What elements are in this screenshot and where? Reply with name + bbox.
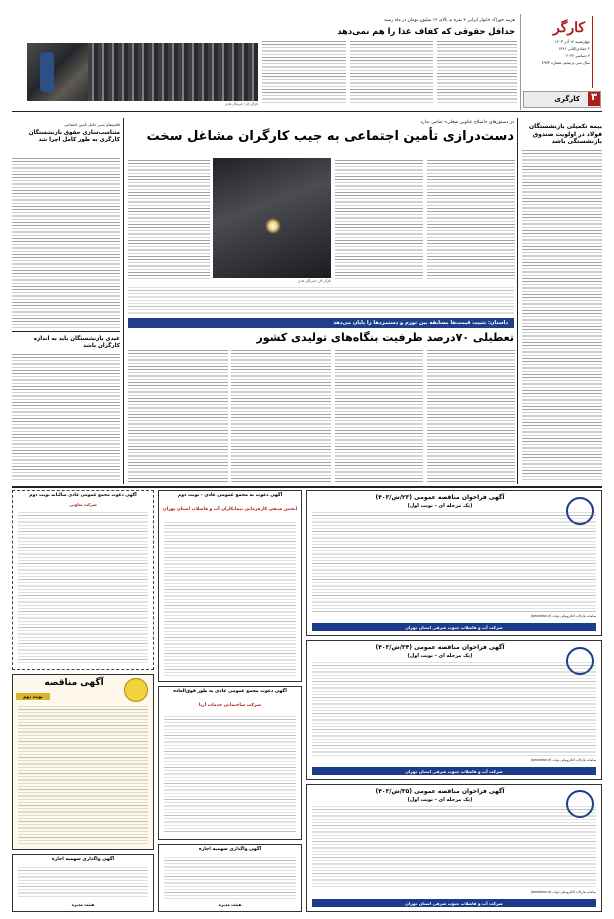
meeting-ad-1-subtitle: انجمن صنفی کارفرمایی پیمانکاران آب و فاضلاب استان تهران bbox=[162, 507, 298, 512]
left-ad-2-subtitle: نوبت دوم bbox=[16, 693, 50, 700]
main-photo-caption: کارگر کار / خبرنگار عادی bbox=[297, 279, 331, 283]
side-story-headline: بیمه تکمیلی بازنشستگان فولاد در اولویت صندوق بازنشستگی باشد bbox=[528, 123, 602, 145]
tender-ad-1-footer: شرکت آب و فاضلاب جنوب شرقی استان تهران bbox=[312, 623, 596, 631]
meeting-ad-3-subtitle: هیئت مدیره bbox=[218, 902, 242, 907]
left-ad-2-title: آگهی مناقصه bbox=[44, 678, 104, 688]
tender-ad-1-body bbox=[312, 512, 596, 612]
tender-ad-1-site: سامانه تدارکات الکترونیکی دولت (setadiran.ir) bbox=[530, 614, 596, 618]
tender-ad-1-subtitle: (یک مرحله ای - نوبت اول) bbox=[407, 503, 473, 509]
tender-ad-2-site: سامانه تدارکات الکترونیکی دولت (setadiran.ir) bbox=[530, 758, 596, 762]
second-story-body-col1 bbox=[427, 350, 515, 482]
main-story-body-col2 bbox=[335, 160, 423, 280]
side-story-divider bbox=[517, 118, 518, 484]
left-ad-3-subtitle: هیئت مدیره bbox=[71, 902, 95, 907]
tender-ad-3-subtitle: (یک مرحله ای - نوبت اول) bbox=[407, 797, 473, 803]
main-story-body-col3 bbox=[128, 160, 210, 280]
second-story-body-col3 bbox=[231, 350, 331, 482]
tender-ad-2-body bbox=[312, 662, 596, 756]
masthead-date-fa: چهارشنبه ۱۴ آذر ۱۴۰۳ bbox=[554, 39, 590, 44]
left-ad-2-body bbox=[18, 706, 148, 844]
masthead-page-number: ۳ bbox=[588, 92, 600, 106]
left-story-headline: متناسب‌سازی حقوق بازنشستگان کارگری به طور کامل اجرا شد bbox=[28, 130, 120, 143]
main-photo-welding-spark bbox=[265, 218, 281, 234]
tender-ad-3-footer: شرکت آب و فاضلاب جنوب شرقی استان تهران bbox=[312, 899, 596, 907]
masthead-date-hijri: ۲ جمادی‌الثانی ۱۴۴۶ bbox=[558, 46, 590, 51]
left-story-body bbox=[12, 158, 120, 328]
left-ad-1-title: آگهی دعوت مجمع عمومی عادی سالیانه نوبت دوم bbox=[29, 493, 137, 498]
meeting-ad-3-title: آگهی واگذاری سهمیه اجاره bbox=[198, 847, 262, 852]
main-story-kicker: در دستورهای «اصلاح عناوین شغلی» تمامی ندارد bbox=[420, 120, 514, 125]
meeting-ad-1-body bbox=[164, 522, 296, 676]
tender-ad-2-title: آگهی فراخوان مناقصه عمومی (۳۴/ش/۴۰۳) bbox=[375, 644, 505, 651]
left-story2-headline: عیدی بازنشستگان باید به اندازه کارگران باشد bbox=[33, 336, 120, 349]
meeting-ad-1-title: آگهی دعوت به مجمع عمومی عادی - نوبت دوم bbox=[177, 493, 283, 498]
side-story-body bbox=[522, 150, 602, 480]
top-photo-worker-figure bbox=[40, 52, 54, 92]
left-ad-2-logo bbox=[124, 678, 148, 702]
top-story-body-col3 bbox=[262, 41, 346, 103]
left-story-separator bbox=[12, 331, 120, 332]
top-story-kicker: هزینه خوراک خانوار ایرانی ۳ نفره به بالای ۱۲ میلیون تومان در ماه رسید bbox=[383, 18, 515, 23]
meeting-ad-2-title: آگهی دعوت مجمع عمومی عادی به طور فوق‌العاده bbox=[173, 689, 287, 694]
top-story-photo bbox=[27, 43, 90, 101]
masthead-date-en: ۴ دسامبر ۲۰۲۴ bbox=[566, 53, 590, 58]
second-story-body-col4 bbox=[128, 350, 228, 482]
masthead-logo: کارگر bbox=[552, 20, 586, 36]
masthead-vertical-rule bbox=[592, 16, 593, 88]
left-ad-1-body bbox=[18, 512, 148, 664]
second-story-body-col2 bbox=[335, 350, 423, 482]
main-story-body-col1 bbox=[427, 160, 515, 280]
tender-ad-2-footer: شرکت آب و فاضلاب جنوب شرقی استان تهران bbox=[312, 767, 596, 775]
banner-text: داستان: تثبیت قیمت‌ها مسابقه بین تورم و دستمزدها را پایان می‌دهد bbox=[128, 318, 514, 328]
section-divider bbox=[12, 486, 602, 488]
masthead-issue: سال سی و پنجم، شماره ۷۹۷۳ bbox=[541, 60, 590, 65]
top-story-body-col1 bbox=[437, 41, 517, 103]
meeting-ad-2-body bbox=[164, 716, 296, 834]
left-ad-3-body bbox=[18, 867, 148, 899]
tender-ad-1-title: آگهی فراخوان مناقصه عمومی (۲۳/ش/۴۰۳) bbox=[375, 494, 505, 501]
second-story-headline: تعطیلی ۷۰درصد ظرفیت بنگاه‌های تولیدی کشور bbox=[256, 331, 514, 344]
tender-ad-3-title: آگهی فراخوان مناقصه عمومی (۳۵/ش/۴۰۳) bbox=[375, 788, 505, 795]
left-story-kicker: قائم‌مقام مدیر عامل تأمین اجتماعی bbox=[64, 122, 120, 127]
meeting-ad-2-subtitle: شرکت ساختمانی خدمات آریا bbox=[198, 703, 262, 708]
tender-ad-2-subtitle: (یک مرحله ای - نوبت اول) bbox=[407, 653, 473, 659]
tender-ad-3-body bbox=[312, 806, 596, 888]
left-ad-1-subtitle: شرکت تعاونی bbox=[69, 502, 97, 507]
top-photo-caption: کارگر کار / خبرنگار عادی bbox=[224, 102, 258, 106]
main-story-body-lower bbox=[128, 287, 514, 315]
top-story-body-col2 bbox=[350, 41, 433, 103]
masthead-bottom-rule bbox=[12, 111, 602, 112]
left-ad-3-title: آگهی واگذاری سهمیه اجاره bbox=[51, 857, 115, 862]
main-story-headline: دست‌درازی تأمین اجتماعی به جیب کارگران مشاغل سخت bbox=[146, 129, 514, 144]
top-story-headline: حداقل حقوقی که کفاف غذا را هم نمی‌دهد bbox=[337, 26, 515, 36]
meeting-ad-3-body bbox=[164, 857, 296, 899]
tender-ad-3-site: سامانه تدارکات الکترونیکی دولت (setadiran.ir) bbox=[530, 890, 596, 894]
top-photo-machinery bbox=[88, 43, 258, 101]
masthead-section-label: کارگری bbox=[554, 95, 580, 103]
left-story2-body bbox=[12, 354, 120, 482]
left-column-divider bbox=[123, 118, 124, 484]
